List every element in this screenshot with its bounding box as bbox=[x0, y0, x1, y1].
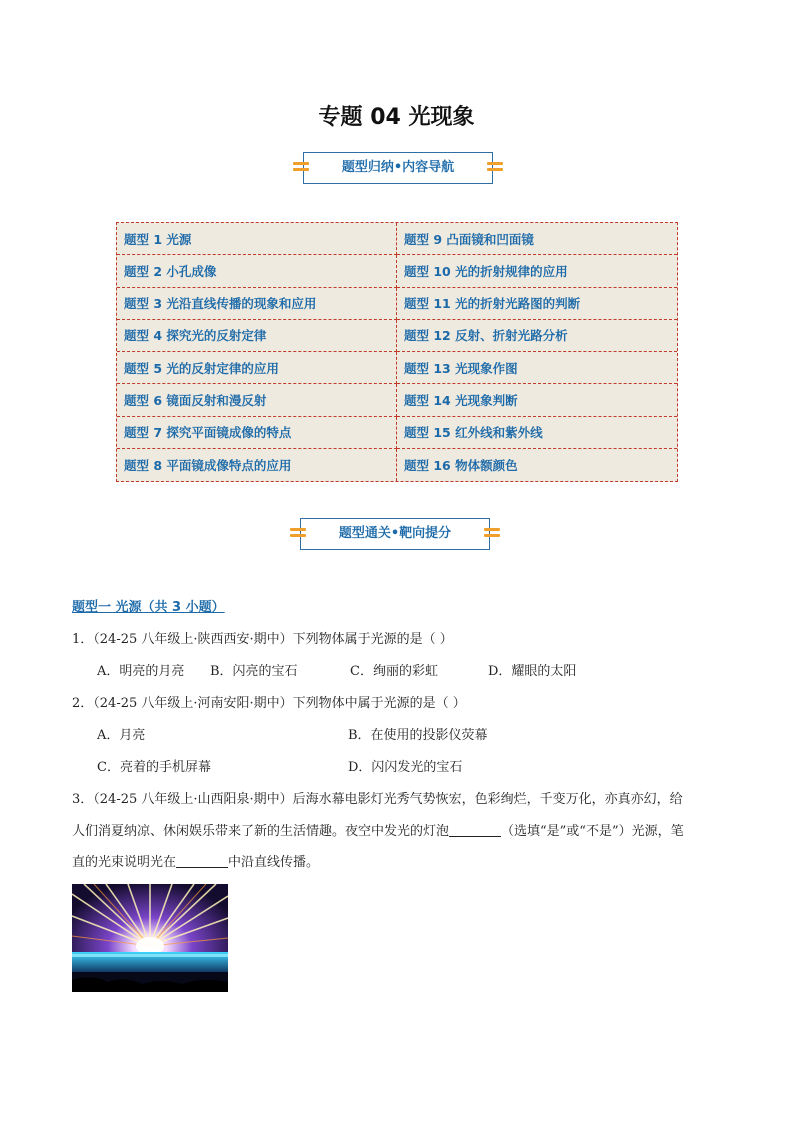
nav-item[interactable]: 题型 3 光沿直线传播的现象和应用 bbox=[117, 288, 397, 320]
content-nav-banner bbox=[303, 152, 493, 184]
question-1-option-d: D．耀眼的太阳 bbox=[488, 664, 577, 679]
nav-item[interactable]: 题型 15 红外线和紫外线 bbox=[397, 417, 677, 449]
question-1-option-c: C．绚丽的彩虹 bbox=[350, 664, 438, 679]
nav-item[interactable]: 题型 5 光的反射定律的应用 bbox=[117, 352, 397, 384]
banner-label: 题型通关•靶向提分 bbox=[338, 526, 452, 541]
section-title[interactable]: 题型一 光源（共 3 小题） bbox=[72, 600, 225, 615]
nav-item[interactable]: 题型 1 光源 bbox=[117, 223, 397, 255]
banner-right-deco-icon bbox=[487, 162, 503, 174]
question-1-option-b: B．闪亮的宝石 bbox=[210, 664, 298, 679]
nav-item[interactable]: 题型 12 反射、折射光路分析 bbox=[397, 320, 677, 352]
question-2-option-c: C．亮着的手机屏幕 bbox=[97, 760, 211, 775]
nav-item[interactable]: 题型 10 光的折射规律的应用 bbox=[397, 255, 677, 287]
nav-item[interactable]: 题型 9 凸面镜和凹面镜 bbox=[397, 223, 677, 255]
nav-item[interactable]: 题型 11 光的折射光路图的判断 bbox=[397, 288, 677, 320]
question-3-line-2 bbox=[72, 820, 684, 839]
light-show-photo bbox=[72, 884, 228, 992]
topic-nav-table bbox=[116, 222, 678, 482]
page-title: 专题 04 光现象 bbox=[318, 105, 475, 130]
question-2-option-d: D．闪闪发光的宝石 bbox=[348, 760, 463, 775]
banner-right-deco-icon bbox=[484, 528, 500, 540]
practice-banner bbox=[300, 518, 490, 550]
question-3-line-3 bbox=[72, 851, 319, 870]
question-3-text: （选填“是”或“不是”）光源，笔 bbox=[501, 824, 684, 839]
question-3-text: 直的光束说明光在 bbox=[72, 855, 177, 870]
answer-blank[interactable] bbox=[176, 855, 228, 868]
nav-item[interactable]: 题型 8 平面镜成像特点的应用 bbox=[117, 449, 397, 481]
nav-item[interactable]: 题型 4 探究光的反射定律 bbox=[117, 320, 397, 352]
question-3-line-1: 3．（24-25 八年级上·山西阳泉·期中）后海水幕电影灯光秀气势恢宏，色彩绚烂，千变万化，亦真亦幻，给 bbox=[72, 792, 683, 807]
question-2-option-b: B．在使用的投影仪荧幕 bbox=[348, 728, 488, 743]
nav-item[interactable]: 题型 13 光现象作图 bbox=[397, 352, 677, 384]
nav-item[interactable]: 题型 2 小孔成像 bbox=[117, 255, 397, 287]
question-2-option-a: A．月亮 bbox=[97, 728, 146, 743]
answer-blank[interactable] bbox=[449, 824, 501, 837]
nav-item[interactable]: 题型 6 镜面反射和漫反射 bbox=[117, 384, 397, 416]
banner-left-deco-icon bbox=[290, 528, 306, 540]
question-3-text: 中沿直线传播。 bbox=[228, 855, 320, 870]
question-1-option-a: A．明亮的月亮 bbox=[97, 664, 185, 679]
nav-item[interactable]: 题型 16 物体额颜色 bbox=[404, 457, 518, 473]
question-2-stem: 2．（24-25 八年级上·河南安阳·期中）下列物体中属于光源的是（ ） bbox=[72, 696, 466, 711]
nav-item[interactable]: 题型 7 探究平面镜成像的特点 bbox=[117, 417, 397, 449]
banner-label: 题型归纳•内容导航 bbox=[341, 160, 455, 175]
light-show-image bbox=[72, 884, 228, 992]
question-3-text: 人们消夏纳凉、休闲娱乐带来了新的生活情趣。夜空中发光的灯泡 bbox=[72, 824, 450, 839]
question-1-stem: 1．（24-25 八年级上·陕西西安·期中）下列物体属于光源的是（ ） bbox=[72, 632, 453, 647]
nav-item[interactable]: 题型 14 光现象判断 bbox=[397, 384, 677, 416]
banner-left-deco-icon bbox=[293, 162, 309, 174]
